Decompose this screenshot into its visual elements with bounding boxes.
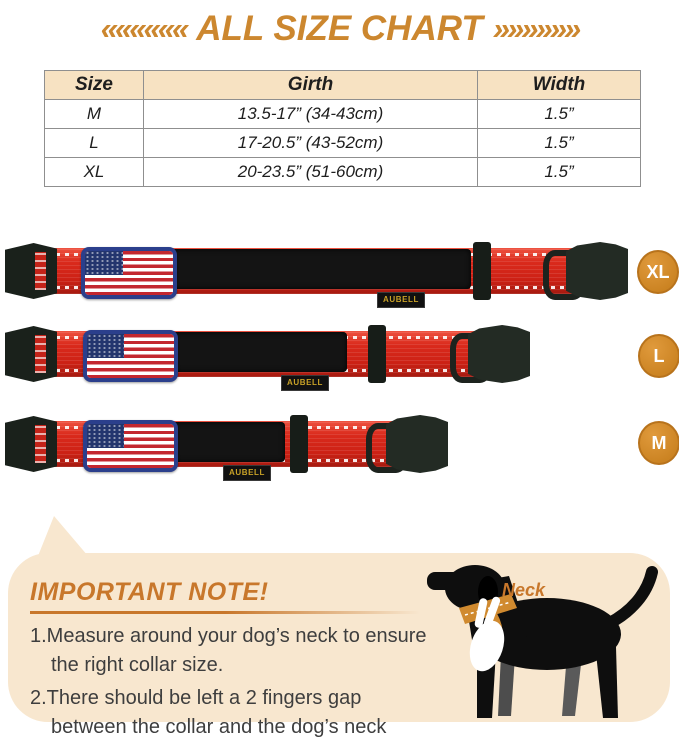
flag-canton: [85, 251, 123, 275]
buckle-strap-slot: [35, 252, 45, 290]
dog-tail: [608, 572, 652, 624]
cell-girth: 20-23.5” (51-60cm): [144, 158, 478, 187]
table-row-l: [45, 129, 641, 158]
dog-muzzle: [427, 572, 463, 590]
cell-width: 1.5”: [478, 100, 641, 129]
header-width: Width: [478, 71, 641, 100]
buckle-female: [5, 243, 57, 299]
page-title: ALL SIZE CHART: [196, 8, 483, 48]
velcro-strip: [172, 422, 285, 462]
note-title-underline: [30, 611, 420, 614]
buckle-strap-slot: [35, 425, 45, 463]
size-badge-m: M: [638, 421, 679, 465]
note-title: IMPORTANT NOTE!: [30, 578, 269, 606]
collar-image-xl: [5, 245, 628, 304]
us-flag-patch: [81, 247, 177, 299]
us-flag-patch: [83, 330, 178, 382]
strap-keeper: [473, 242, 491, 300]
buckle-female: [5, 326, 57, 382]
note-list: [30, 622, 428, 746]
table-row-m: [45, 100, 641, 129]
neck-label: Neck: [502, 580, 546, 600]
velcro-strip: [172, 332, 347, 372]
cell-girth: 13.5-17” (34-43cm): [144, 100, 478, 129]
page-title-row: [0, 6, 679, 50]
note-item-1: 1.Measure around your dog’s neck to ensure the right collar size.: [30, 625, 427, 676]
dog-rear-leg: [595, 644, 618, 718]
cell-size: XL: [45, 158, 144, 187]
table-row-xl: [45, 158, 641, 187]
size-badge-l: L: [638, 334, 679, 378]
buckle-male: [386, 415, 448, 473]
cell-width: 1.5”: [478, 129, 641, 158]
cell-size: M: [45, 100, 144, 129]
right-chevrons-icon: »»»»»»: [492, 10, 579, 46]
header-size: Size: [45, 71, 144, 100]
note-item-2: 2.There should be left a 2 fingers gap between the collar and the dog’s neck: [30, 687, 387, 738]
cell-girth: 17-20.5” (43-52cm): [144, 129, 478, 158]
strap-keeper: [290, 415, 308, 473]
us-flag-patch: [83, 420, 178, 472]
brand-tag: AUBELL: [377, 292, 425, 308]
cell-size: L: [45, 129, 144, 158]
brand-tag: AUBELL: [281, 375, 329, 391]
cell-width: 1.5”: [478, 158, 641, 187]
left-chevrons-icon: ««««««: [100, 10, 187, 46]
collar-image-m: [5, 418, 448, 477]
buckle-male: [566, 242, 628, 300]
buckle-male: [468, 325, 530, 383]
size-badge-xl: XL: [637, 250, 679, 294]
speech-bubble-tail: [38, 516, 88, 556]
size-chart-table: [44, 70, 641, 187]
buckle-female: [5, 416, 57, 472]
collar-image-l: [5, 328, 530, 387]
buckle-strap-slot: [35, 335, 45, 373]
strap-keeper: [368, 325, 386, 383]
brand-tag: AUBELL: [223, 465, 271, 481]
table-header-row: [45, 71, 641, 100]
flag-canton: [87, 424, 124, 448]
velcro-strip: [171, 249, 471, 289]
flag-canton: [87, 334, 124, 358]
header-girth: Girth: [144, 71, 478, 100]
